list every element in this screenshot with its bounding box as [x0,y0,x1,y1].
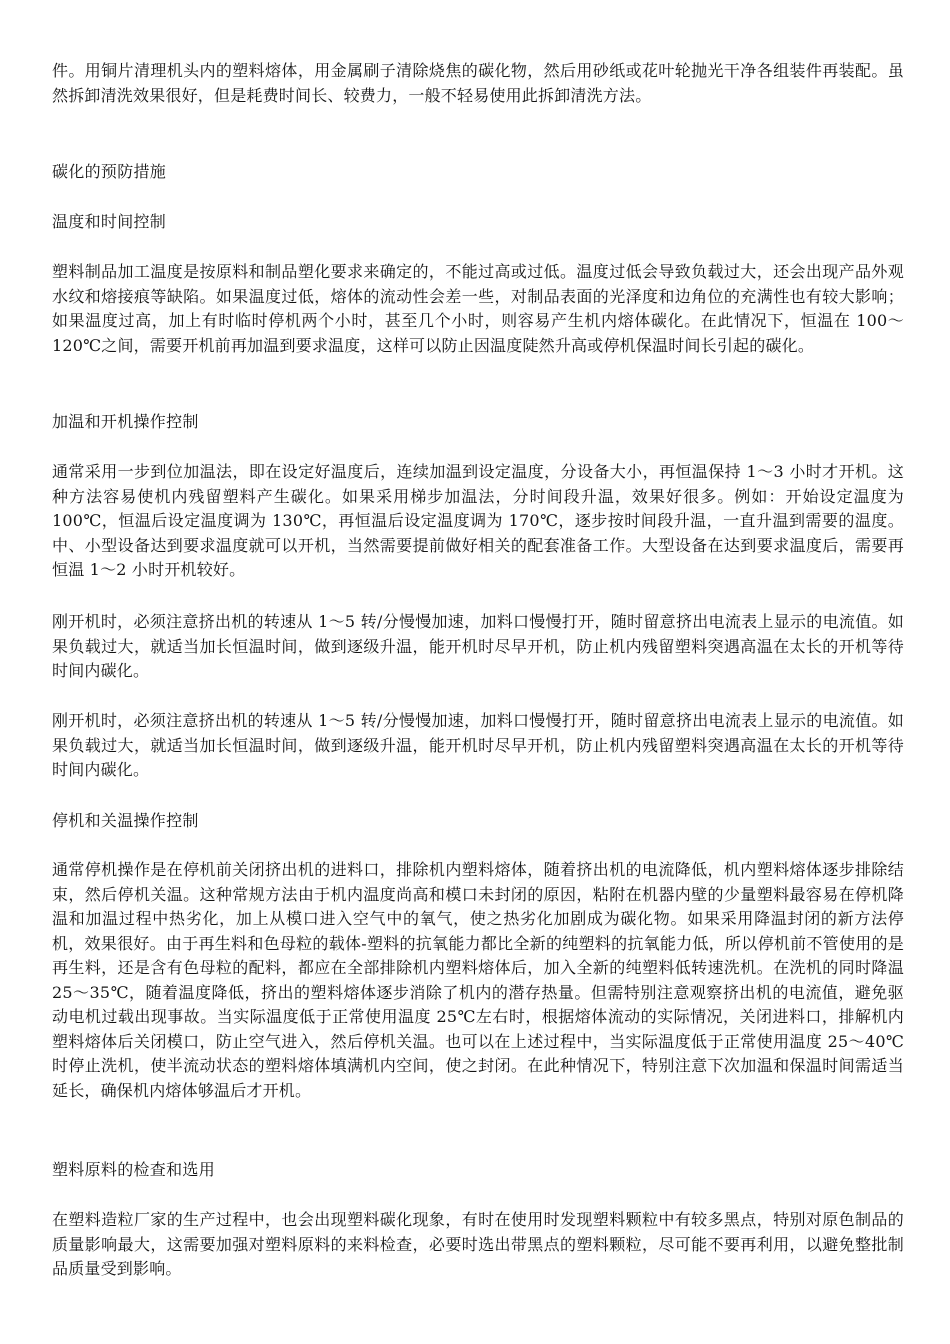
paragraph-startup-notes: 刚开机时，必须注意挤出机的转速从 1～5 转/分慢慢加速，加料口慢慢打开，随时留意挤出电流表上显示的电流值。如果负载过大，就适当加长恒温时间，做到逐级升温，能开机时尽早开机，防止机内残留塑料突遇高温在太长的开机等待时间内碳化。 [52,612,904,680]
paragraph-startup-notes-repeat: 刚开机时，必须注意挤出机的转速从 1～5 转/分慢慢加速，加料口慢慢打开，随时留意挤出电流表上显示的电流值。如果负载过大，就适当加长恒温时间，做到逐级升温，能开机时尽早开机，防止机内残留塑料突遇高温在太长的开机等待时间内碳化。 [52,711,904,779]
heading-temperature-time-control: 温度和时间控制 [52,212,167,231]
heading-shutdown-control: 停机和关温操作控制 [52,811,199,830]
heading-carbonization-prevention: 碳化的预防措施 [52,162,167,181]
paragraph-temperature-control: 塑料制品加工温度是按原料和制品塑化要求来确定的，不能过高或过低。温度过低会导致负载过大，还会出现产品外观水纹和熔接痕等缺陷。如果温度过低，熔体的流动性会差一些，对制品表面的光泽度和边角位的充满性也有较大影响；如果温度过高，加上有时临时停机两个小时，甚至几个小时，则容易产生机内熔体碳化。在此情况下，恒温在 100～120℃之间，需要开机前再加温到要求温度，这样可以防止因温度陡然升高或停机保温时间长引起的碳化。 [52,262,904,355]
paragraph-heating-method: 通常采用一步到位加温法，即在设定好温度后，连续加温到设定温度，分设备大小，再恒温保持 1～3 小时才开机。这种方法容易使机内残留塑料产生碳化。如果采用梯步加温法，分时间段升温，效果好很多。例如：开始设定温度为 100℃，恒温后设定温度调为 130℃，再恒温后设定温度调为 170℃，逐步按时间段升温，一直升温到需要的温度。中、小型设备达到要求温度就可以开机，当然需要提前做好相关的配套准备工作。大型设备在达到要求温度后，需要再恒温 1～2 小时开机较好。 [52,462,904,579]
heading-raw-material-inspection: 塑料原料的检查和选用 [52,1160,216,1179]
paragraph-raw-material-inspection: 在塑料造粒厂家的生产过程中，也会出现塑料碳化现象，有时在使用时发现塑料颗粒中有较多黑点，特别对原色制品的质量影响最大，这需要加强对塑料原料的来料检查，必要时选出带黑点的塑料颗粒，尽可能不要再利用，以避免整批制品质量受到影响。 [52,1210,904,1278]
heading-heating-startup-control: 加温和开机操作控制 [52,412,199,431]
paragraph-shutdown-method: 通常停机操作是在停机前关闭挤出机的进料口，排除机内塑料熔体，随着挤出机的电流降低，机内塑料熔体逐步排除结束，然后停机关温。这种常规方法由于机内温度尚高和模口未封闭的原因，粘附在机器内壁的少量塑料最容易在停机降温和加温过程中热劣化，加上从模口进入空气中的氧气，使之热劣化加剧成为碳化物。如果采用降温封闭的新方法停机，效果很好。由于再生料和色母粒的载体-塑料的抗氧能力都比全新的纯塑料的抗氧能力低，所以停机前不管使用的是再生料，还是含有色母粒的配料，都应在全部排除机内塑料熔体后，加入全新的纯塑料低转速洗机。在洗机的同时降温 25～35℃，随着温度降低，挤出的塑料熔体逐步消除了机内的潜存热量。但需特别注意观察挤出机的电流值，避免驱动电机过载出现事故。当实际温度低于正常使用温度 25℃左右时，根据熔体流动的实际情况，关闭进料口，排解机内塑料熔体后关闭模口，防止空气进入，然后停机关温。也可以在上述过程中，当实际温度低于正常使用温度 25～40℃时停止洗机，使半流动状态的塑料熔体填满机内空间，使之封闭。在此种情况下，特别注意下次加温和保温时间需适当延长，确保机内熔体够温后才开机。 [52,860,904,1100]
paragraph-disassembly-cleaning: 件。用铜片清理机头内的塑料熔体，用金属刷子清除烧焦的碳化物，然后用砂纸或花叶轮抛光干净各组装件再装配。虽然拆卸清洗效果很好，但是耗费时间长、较费力，一般不轻易使用此拆卸清洗方法。 [52,61,904,105]
